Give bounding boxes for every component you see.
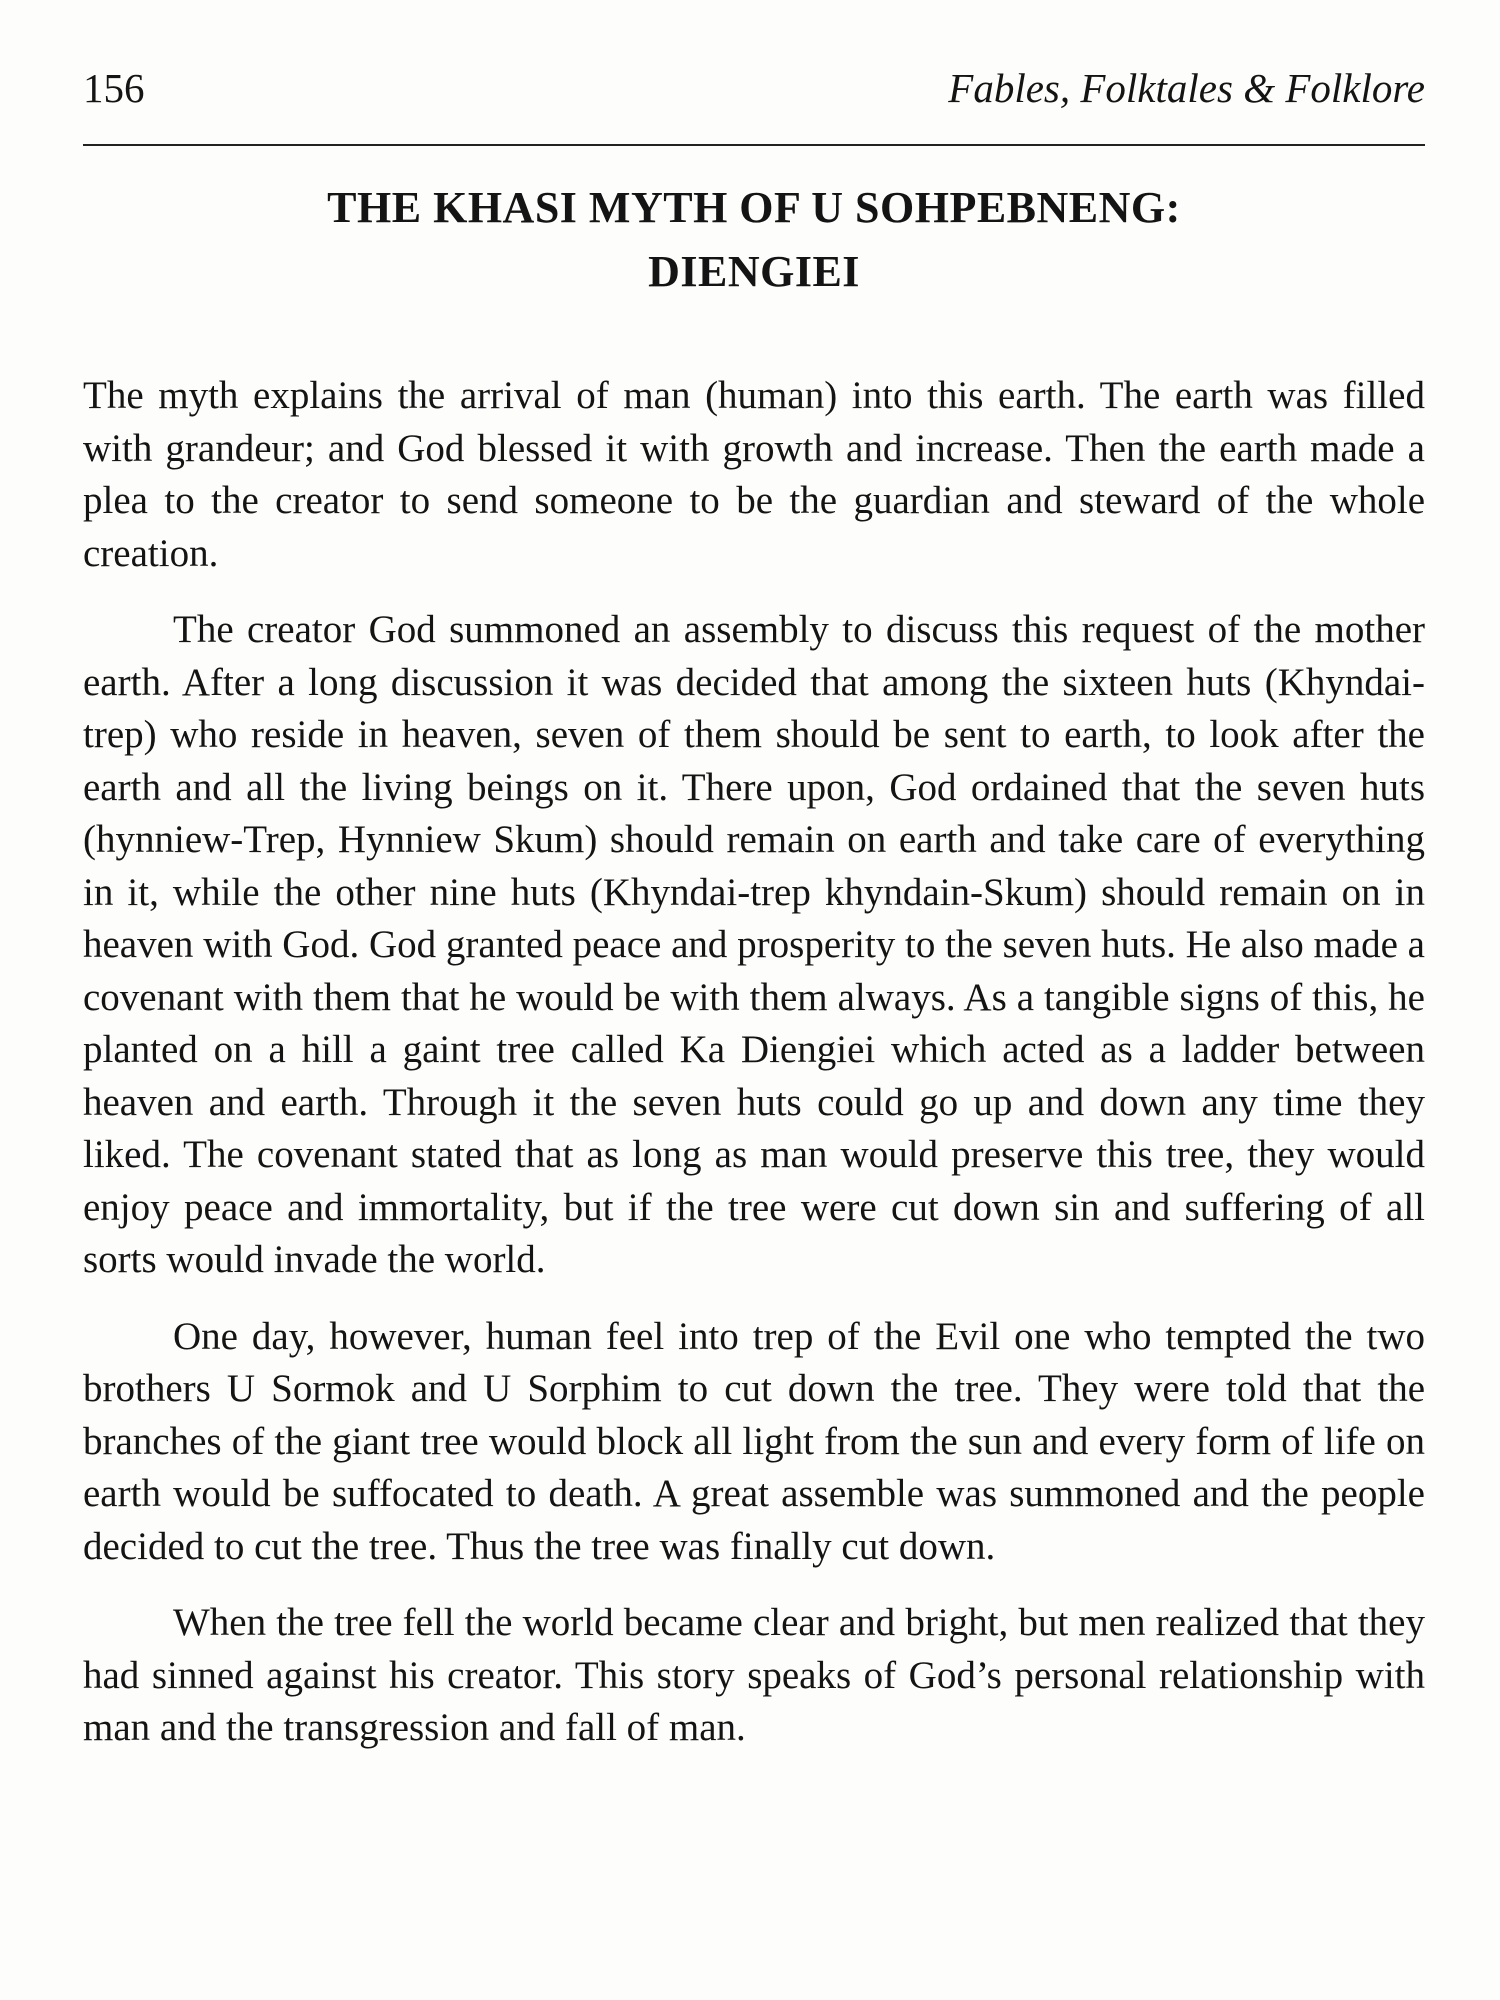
paragraph-1: The myth explains the arrival of man (human) into this earth. The earth was filled with grandeur; and God blessed it with growth and increase. Then the earth made a plea to the creator to send someone to be the guardian and steward of the whole creation. [83, 374, 1425, 575]
paragraph-3: One day, however, human feel into trep of the Evil one who tempted the two brothers U Sormok and U Sorphim to cut down the tree. They were told that the branches of the giant tree would block all light from the sun and every form of life on earth would be suffocated to death. A great assemble was summoned and the people decided to cut the tree. Thus the tree was finally cut down. [83, 1314, 1425, 1568]
running-title: Fables, Folktales & Folklore [948, 65, 1425, 111]
page-header [83, 60, 1425, 124]
body-text [83, 370, 1425, 1779]
book-page [83, 60, 1425, 1749]
chapter-title [83, 176, 1425, 304]
paragraph-4: When the tree fell the world became clear and bright, but men realized that they had sinned against his creator. This story speaks of God’s personal relationship with man and the transgression and fall of man. [83, 1601, 1425, 1749]
page-number: 156 [83, 65, 145, 111]
paragraph-2: The creator God summoned an assembly to discuss this request of the mother earth. After a long discussion it was decided that among the sixteen huts (Khyndai-trep) who reside in heaven, seven of them should be sent to earth, to look after the earth and all the living beings on it. There upon, God ordained that the seven huts (hynniew-Trep, Hynniew Skum) should remain on earth and take care of everything in it, while the other nine huts (Khyndai-trep khyndain-Skum) should remain on in heaven with God. God granted peace and prosperity to the seven huts. He also made a covenant with them that he would be with them always. As a tangible signs of this, he planted on a hill a gaint tree called Ka Diengiei which acted as a ladder between heaven and earth. Through it the seven huts could go up and down any time they liked. The covenant stated that as long as man would preserve this tree, they would enjoy peace and immortality, but if the tree were cut down sin and suffering of all sorts would invade the world. [83, 608, 1425, 1281]
chapter-title-line-2: DIENGIEI [648, 247, 860, 296]
header-rule [83, 144, 1425, 146]
chapter-title-line-1: THE KHASI MYTH OF U SOHPEBNENG: [327, 183, 1181, 232]
